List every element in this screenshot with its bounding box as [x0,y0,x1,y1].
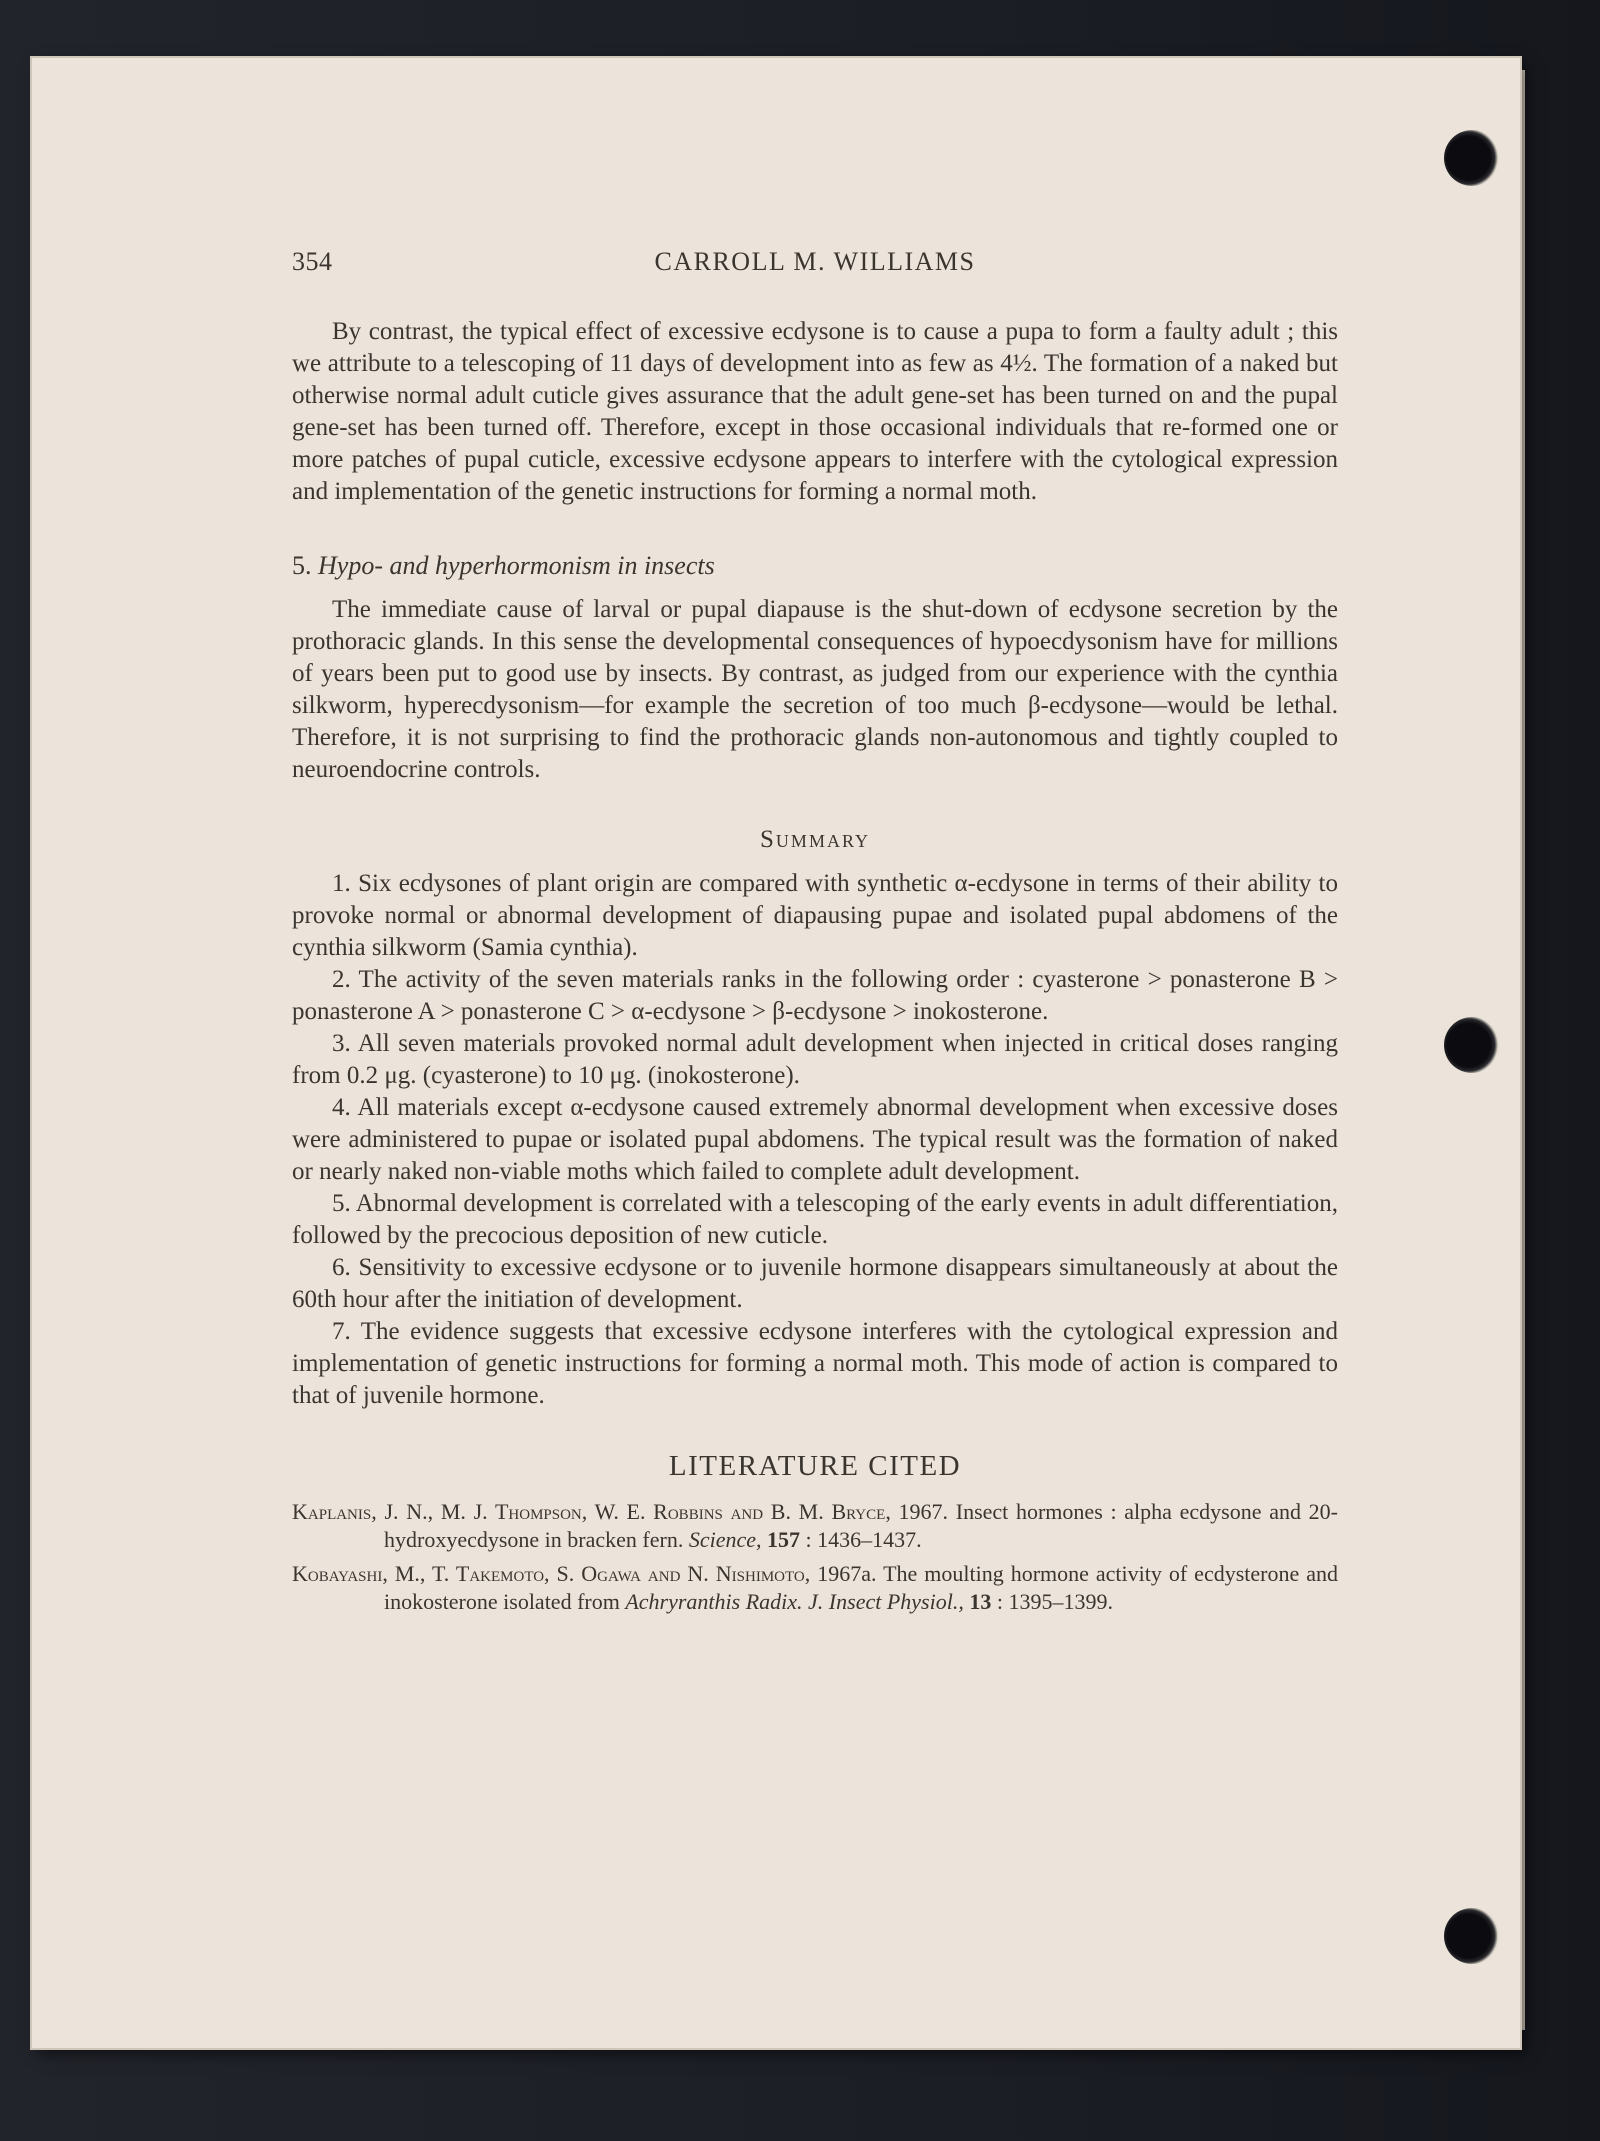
reference-year: , 1967a. [804,1561,877,1586]
summary-item: 6. Sensitivity to excessive ecdysone or to juvenile hormone disappears simultaneously at about the 60th hour after the initiation of development. [292,1254,1338,1313]
section-heading [292,550,1338,582]
page-number: 354 [292,247,333,276]
literature-heading: LITERATURE CITED [668,1450,962,1482]
reference-entry [292,1560,1338,1616]
page-content [292,246,1338,1622]
page-edge [1520,70,1525,2030]
summary-item: 4. All materials except α-ecdysone caused extremely abnormal development when excessive doses were administered to pupae or isolated pupal abdomens. The typical result was the formation of naked or nearly naked non-viable moths which failed to complete adult development. [292,1094,1338,1185]
intro-paragraph: By contrast, the typical effect of excessive ecdysone is to cause a pupa to form a faulty adult ; this we attribute to a telescoping of 11 days of development into as few as 4½. The formation of a naked but otherwise normal adult cuticle gives assurance that the adult gene-set has been turned on and the pupal gene-set has been turned off. Therefore, except in those occasional individuals that re-formed one or more patches of pupal cuticle, excessive ecdysone appears to interfere with the cytological expression and implementation of the genetic instructions for forming a normal moth. [292,318,1338,505]
reference-title: Insect hormones : alpha ecdysone and 20-hydroxyecdysone in bracken fern. [384,1499,1339,1552]
reference-volume: 13 [963,1589,992,1614]
reference-pages: : 1436–1437. [800,1527,922,1552]
reference-authors: Kobayashi, M., T. Takemoto, S. Ogawa and N. Nishimoto [292,1561,805,1586]
summary-item: 7. The evidence suggests that excessive ecdysone interferes with the cytological expression and implementation of genetic instructions for forming a normal moth. This mode of action is compared to that of juvenile hormone. [292,1318,1338,1409]
summary-item: 5. Abnormal development is correlated with a telescoping of the early events in adult differentiation, followed by the precocious deposition of new cuticle. [292,1190,1338,1249]
summary-item: 1. Six ecdysones of plant origin are compared with synthetic α-ecdysone in terms of their ability to provoke normal or abnormal development of diapausing pupae and isolated pupal abdomens of the cynthia silkworm (Samia cynthia). [292,870,1338,961]
binder-hole-middle [1444,1017,1500,1073]
section-title: Hypo- and hyperhormonism in insects [318,551,715,580]
reference-journal: Achryranthis Radix. J. Insect Physiol., [625,1589,964,1614]
reference-authors: Kaplanis, J. N., M. J. Thompson, W. E. Robbins and B. M. Bryce [292,1499,886,1524]
summary-item: 2. The activity of the seven materials ranks in the following order : cyasterone > ponasterone B > ponasterone A > ponasterone C > α-ecdysone > β-ecdysone > inokosterone. [292,966,1338,1025]
section-paragraph: The immediate cause of larval or pupal diapause is the shut-down of ecdysone secretion by the prothoracic glands. In this sense the developmental consequences of hypoecdysonism have for millions of years been put to good use by insects. By contrast, as judged from our experience with the cynthia silkworm, hyperecdysonism—for example the secretion of too much β-ecdysone—would be lethal. Therefore, it is not surprising to find the prothoracic glands non-autonomous and tightly coupled to neuroendocrine controls. [292,596,1338,783]
running-header [292,246,1338,286]
reference-volume: 157 [761,1527,801,1552]
reference-entry [292,1498,1338,1554]
binder-hole-bottom [1444,1908,1500,1964]
reference-journal: Science, [688,1527,762,1552]
running-title: CARROLL M. WILLIAMS [654,247,976,276]
reference-title: The moulting hormone activity of ecdysterone and inokosterone isolated from [384,1561,1338,1614]
section-number: 5. [292,551,312,580]
summary-heading: Summary [760,826,870,853]
summary-item: 3. All seven materials provoked normal adult development when injected in critical doses ranging from 0.2 μg. (cyasterone) to 10 μg. (inokosterone). [292,1030,1338,1089]
binder-hole-top [1444,130,1500,186]
reference-pages: : 1395–1399. [991,1589,1113,1614]
reference-year: , 1967. [885,1499,949,1524]
